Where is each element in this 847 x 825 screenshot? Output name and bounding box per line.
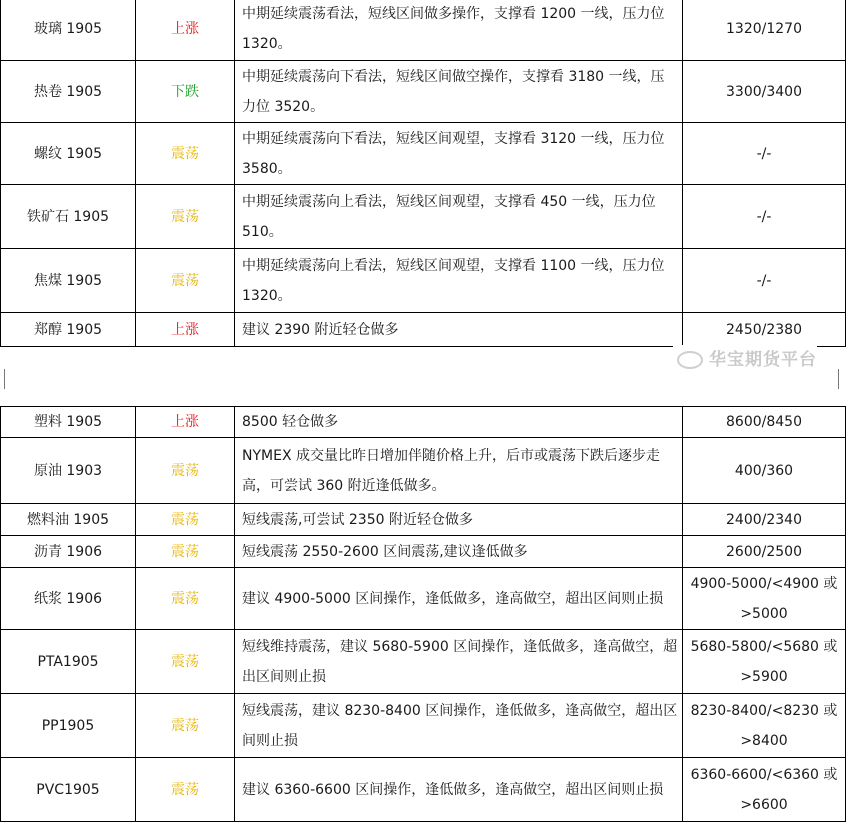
advice-text: 8500 轻仓做多 xyxy=(235,407,683,438)
table-row xyxy=(1,185,846,249)
advice-text: 短线震荡,可尝试 2350 附近轻仓做多 xyxy=(235,504,683,536)
product-name: 沥青 1906 xyxy=(1,536,136,568)
table-row xyxy=(1,758,846,822)
table-row xyxy=(1,61,846,123)
trend-label: 震荡 xyxy=(136,185,235,249)
price-levels: 8230-8400/<8230 或>8400 xyxy=(683,694,846,758)
price-levels: 8600/8450 xyxy=(683,407,846,438)
trend-label: 震荡 xyxy=(136,694,235,758)
advice-text: 中期延续震荡向上看法，短线区间观望，支撑看 450 一线，压力位 510。 xyxy=(235,185,683,249)
price-levels: 2600/2500 xyxy=(683,536,846,568)
advice-text: 短线震荡 2550-2600 区间震荡,建议逢低做多 xyxy=(235,536,683,568)
table-row xyxy=(1,0,846,61)
product-name: 原油 1903 xyxy=(1,438,136,504)
advice-text: 短线震荡，建议 8230-8400 区间操作，逢低做多，逢高做空，超出区间则止损 xyxy=(235,694,683,758)
watermark-text: 华宝期货平台 xyxy=(709,350,817,370)
advice-text: NYMEX 成交量比昨日增加伴随价格上升，后市或震荡下跌后逐步走高，可尝试 360 附近逢低做多。 xyxy=(235,438,683,504)
product-name: 热卷 1905 xyxy=(1,61,136,123)
product-name: 焦煤 1905 xyxy=(1,249,136,313)
table-row xyxy=(1,504,846,536)
price-levels: -/- xyxy=(683,123,846,185)
table-row xyxy=(1,249,846,313)
advice-text: 短线维持震荡，建议 5680-5900 区间操作，逢低做多，逢高做空，超出区间则止损 xyxy=(235,630,683,694)
table-row xyxy=(1,407,846,438)
product-name: 郑醇 1905 xyxy=(1,313,136,347)
product-name: 铁矿石 1905 xyxy=(1,185,136,249)
table-row xyxy=(1,313,846,347)
advice-text: 中期延续震荡向下看法，短线区间观望，支撑看 3120 一线，压力位 3580。 xyxy=(235,123,683,185)
trend-label: 震荡 xyxy=(136,630,235,694)
price-levels: 3300/3400 xyxy=(683,61,846,123)
trend-label: 震荡 xyxy=(136,249,235,313)
futures-table-top xyxy=(0,0,846,347)
table-row xyxy=(1,694,846,758)
trend-label: 上涨 xyxy=(136,0,235,61)
price-levels: 400/360 xyxy=(683,438,846,504)
product-name: 塑料 1905 xyxy=(1,407,136,438)
price-levels: 2450/2380 xyxy=(683,313,846,347)
table-row xyxy=(1,568,846,630)
trend-label: 震荡 xyxy=(136,568,235,630)
price-levels: 1320/1270 xyxy=(683,0,846,61)
advice-text: 建议 4900-5000 区间操作，逢低做多，逢高做空，超出区间则止损 xyxy=(235,568,683,630)
price-levels: 4900-5000/<4900 或>5000 xyxy=(683,568,846,630)
table-row xyxy=(1,123,846,185)
price-levels: 2400/2340 xyxy=(683,504,846,536)
price-levels: 5680-5800/<5680 或>5900 xyxy=(683,630,846,694)
table-row xyxy=(1,536,846,568)
wechat-icon xyxy=(677,351,703,369)
price-levels: -/- xyxy=(683,249,846,313)
product-name: 玻璃 1905 xyxy=(1,0,136,61)
price-levels: -/- xyxy=(683,185,846,249)
product-name: 燃料油 1905 xyxy=(1,504,136,536)
advice-text: 中期延续震荡向上看法，短线区间观望，支撑看 1100 一线，压力位 1320。 xyxy=(235,249,683,313)
advice-text: 建议 2390 附近轻仓做多 xyxy=(235,313,683,347)
trend-label: 震荡 xyxy=(136,123,235,185)
product-name: 纸浆 1906 xyxy=(1,568,136,630)
advice-text: 建议 6360-6600 区间操作，逢低做多，逢高做空，超出区间则止损 xyxy=(235,758,683,822)
trend-label: 上涨 xyxy=(136,407,235,438)
trend-label: 震荡 xyxy=(136,758,235,822)
table-row xyxy=(1,630,846,694)
product-name: PVC1905 xyxy=(1,758,136,822)
product-name: PTA1905 xyxy=(1,630,136,694)
futures-table-bottom xyxy=(0,406,846,822)
price-levels: 6360-6600/<6360 或>6600 xyxy=(683,758,846,822)
trend-label: 震荡 xyxy=(136,504,235,536)
page-corner-mark-right xyxy=(838,369,845,389)
page-corner-mark-left xyxy=(4,369,11,389)
advice-text: 中期延续震荡向下看法，短线区间做空操作，支撑看 3180 一线，压力位 3520。 xyxy=(235,61,683,123)
trend-label: 震荡 xyxy=(136,438,235,504)
trend-label: 下跌 xyxy=(136,61,235,123)
advice-text: 中期延续震荡看法，短线区间做多操作，支撑看 1200 一线，压力位 1320。 xyxy=(235,0,683,61)
trend-label: 震荡 xyxy=(136,536,235,568)
product-name: PP1905 xyxy=(1,694,136,758)
watermark xyxy=(673,345,817,370)
table-row xyxy=(1,438,846,504)
trend-label: 上涨 xyxy=(136,313,235,347)
product-name: 螺纹 1905 xyxy=(1,123,136,185)
